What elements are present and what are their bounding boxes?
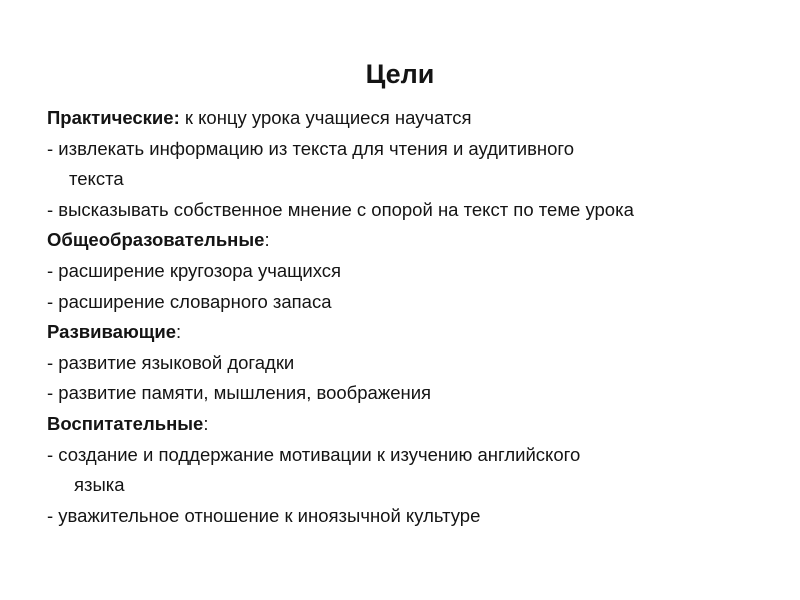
section-heading-developmental bbox=[47, 317, 767, 348]
section-label: Практические: bbox=[47, 107, 180, 128]
goal-item: - создание и поддержание мотивации к изучению английского bbox=[47, 443, 581, 465]
goal-item-continuation: языка bbox=[74, 474, 125, 496]
goal-item: - высказывать собственное мнение с опорой на текст по теме урока bbox=[47, 198, 634, 220]
goal-item-continuation: текста bbox=[69, 168, 124, 190]
goal-item: - уважительное отношение к иноязычной культуре bbox=[47, 504, 481, 526]
goal-item: - расширение словарного запаса bbox=[47, 290, 332, 312]
goal-item: - развитие памяти, мышления, воображения bbox=[47, 382, 432, 404]
goal-item: - извлекать информацию из текста для чтения и аудитивного bbox=[47, 137, 575, 159]
goal-item: - расширение кругозора учащихся bbox=[47, 259, 342, 281]
slide-title: Цели bbox=[365, 59, 435, 89]
section-heading-general-education bbox=[47, 225, 767, 256]
section-label: Воспитательные bbox=[47, 412, 204, 434]
section-suffix: : bbox=[264, 229, 270, 251]
section-suffix: : bbox=[176, 321, 182, 343]
section-label: Общеобразовательные bbox=[47, 229, 265, 251]
goal-item: - развитие языковой догадки bbox=[47, 351, 295, 373]
section-intro: к концу урока учащиеся научатся bbox=[179, 107, 472, 128]
section-heading-practical bbox=[47, 103, 767, 134]
section-heading-educational bbox=[47, 409, 767, 440]
section-suffix: : bbox=[203, 412, 209, 434]
goals-list bbox=[47, 103, 767, 531]
section-label: Развивающие bbox=[47, 321, 177, 343]
